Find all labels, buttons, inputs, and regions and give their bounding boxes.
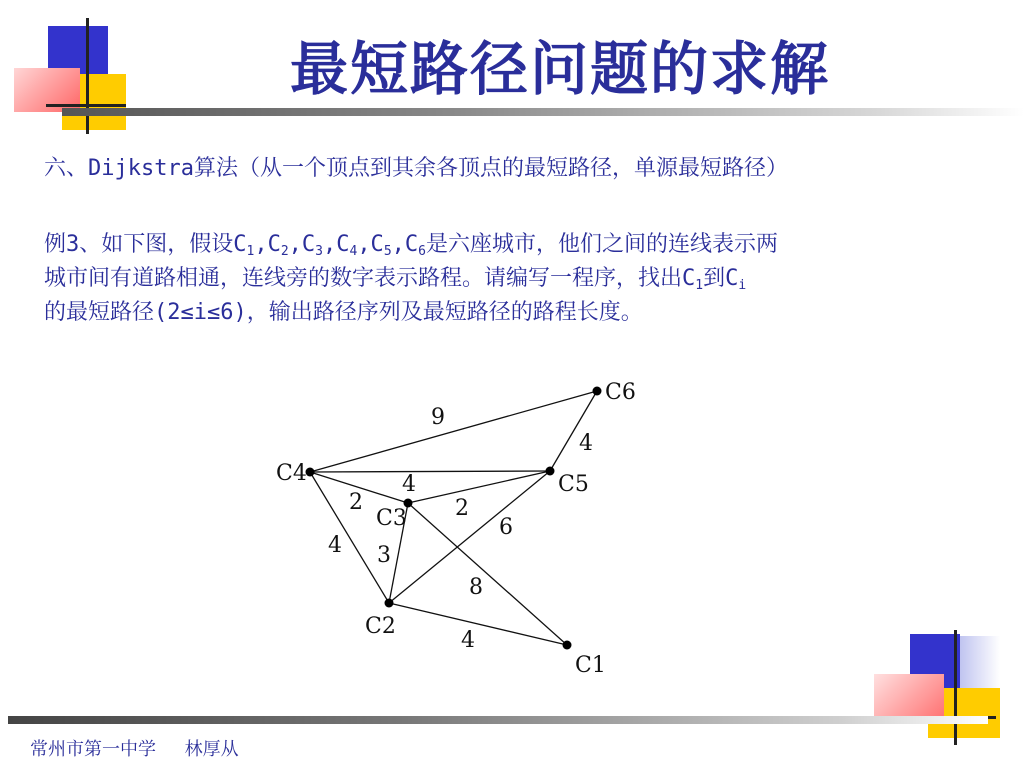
node-c5 — [546, 467, 555, 476]
node-label-c6: C6 — [605, 380, 636, 405]
footer — [30, 735, 239, 761]
edge-c4-c5 — [310, 471, 550, 472]
edge-c4-c6 — [310, 391, 597, 472]
node-label-c1: C1 — [575, 653, 606, 678]
edge-weight-c2-c5: 6 — [499, 515, 513, 540]
example-line-2-text: 城市间有道路相通，连线旁的数字表示路程。请编写一程序，找出 — [44, 266, 683, 291]
city-graph — [260, 370, 680, 690]
edge-weight-c3-c5: 2 — [455, 496, 469, 521]
edge-c3-c5 — [408, 471, 550, 503]
edge-c3-c1 — [408, 503, 567, 645]
edge-weight-c3-c2: 3 — [377, 543, 391, 568]
edge-weight-c4-c2: 4 — [328, 533, 342, 558]
edge-weight-c4-c6: 9 — [431, 405, 445, 430]
city-ci: $C_i$ — [725, 266, 747, 293]
edge-c2-c1 — [389, 603, 567, 645]
example-prefix: 例3、如下图，假设 — [44, 232, 234, 257]
node-label-c4: C4 — [276, 461, 307, 486]
node-label-c3: C3 — [376, 506, 407, 531]
footer-divider — [8, 716, 988, 724]
footer-school: 常州市第一中学 — [30, 739, 156, 760]
corner-decoration-bottom — [870, 630, 1020, 745]
to-word: 到 — [703, 266, 726, 291]
node-label-c2: C2 — [365, 614, 396, 639]
algorithm-heading: 六、Dijkstra算法（从一个顶点到其余各顶点的最短路径，单源最短路径） — [44, 156, 788, 181]
city-c1: $C_1$ — [682, 266, 704, 293]
example-line-3: 的最短路径(2≤i≤6)，输出路径序列及最短路径的路程长度。 — [44, 300, 643, 325]
edge-weight-c5-c6: 4 — [579, 431, 593, 456]
slide-title: 最短路径问题的求解 — [289, 35, 830, 103]
node-c6 — [593, 387, 602, 396]
node-c1 — [563, 641, 572, 650]
corner-decoration-top — [0, 0, 140, 140]
edge-weight-c3-c1: 8 — [469, 575, 483, 600]
example-line-1-suffix: 是六座城市，他们之间的连线表示两 — [425, 232, 778, 257]
edge-weight-c2-c1: 4 — [461, 628, 475, 653]
node-c4 — [306, 468, 315, 477]
edge-weight-c4-c3: 2 — [349, 490, 363, 515]
node-c2 — [385, 599, 394, 608]
node-label-c5: C5 — [558, 472, 589, 497]
footer-author: 林厚从 — [184, 739, 239, 760]
edge-weight-c4-c5: 4 — [402, 472, 416, 497]
title-divider — [62, 108, 1024, 116]
city-list: $C_1,C_2,C_3,C_4,C_5,C_6$ — [233, 232, 426, 259]
